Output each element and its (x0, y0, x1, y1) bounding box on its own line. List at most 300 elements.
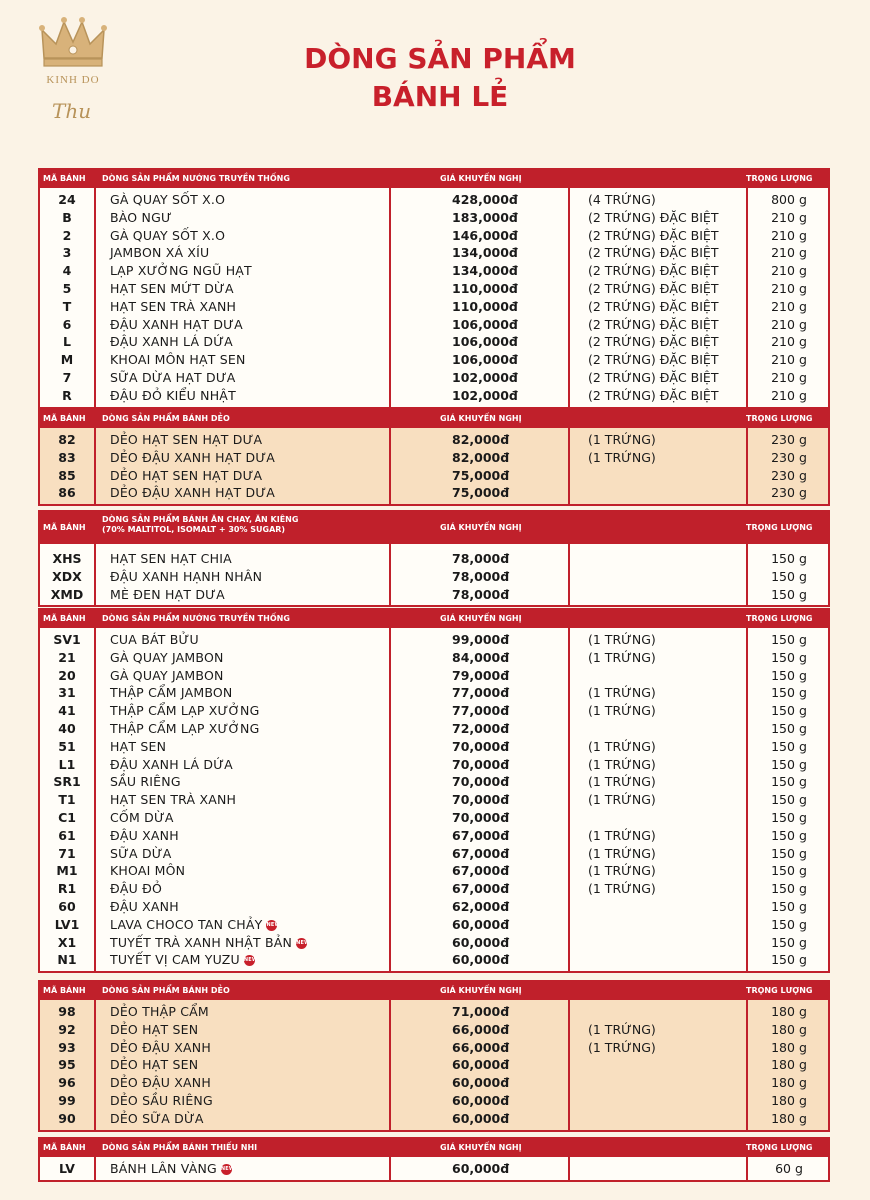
product-note: (2 TRỨNG) ĐẶC BIỆT (588, 369, 719, 385)
product-code: 86 (58, 485, 76, 501)
title-line-2: BÁNH LẺ (371, 80, 509, 113)
product-weight: 150 g (771, 649, 807, 665)
product-code: T1 (58, 792, 76, 808)
product-weight: 230 g (771, 467, 807, 483)
section-header (38, 608, 830, 628)
product-name: HẠT SEN HẠT CHIA (110, 551, 232, 566)
table-row (40, 467, 828, 485)
product-note: (2 TRỨNG) ĐẶC BIỆT (588, 352, 719, 368)
product-note: (1 TRỨNG) (588, 449, 656, 465)
product-weight: 180 g (771, 1110, 807, 1126)
product-name: HẠT SEN MỨT DỪA (110, 280, 234, 296)
product-name: LAVA CHOCO TAN CHẢY NEW (110, 916, 281, 932)
product-weight: 230 g (771, 485, 807, 501)
product-name: JAMBON XÁ XÍU (110, 245, 210, 261)
product-note: (1 TRỨNG) (588, 827, 656, 843)
brand-script: Thu (52, 99, 92, 123)
product-note: (2 TRỨNG) ĐẶC BIỆT (588, 316, 719, 332)
page-title (230, 40, 650, 116)
product-name: DẺO ĐẬU XANH (110, 1075, 211, 1091)
product-name: DẺO HẠT SEN HẠT DƯA (110, 432, 263, 447)
crown-icon (38, 14, 108, 72)
product-weight: 150 g (771, 568, 807, 584)
header-weight: TRỌNG LƯỢNG (746, 174, 813, 183)
product-name: BÁNH LÂN VÀNG NEW (110, 1161, 235, 1176)
product-name: THẬP CẨM LẠP XƯỞNG (110, 703, 260, 719)
section-header (38, 168, 830, 188)
product-price: 99,000đ (452, 632, 510, 647)
product-note: (2 TRỨNG) ĐẶC BIỆT (588, 280, 719, 296)
table-row (40, 791, 828, 809)
table-row (40, 845, 828, 863)
table-row (40, 280, 828, 298)
product-price: 106,000đ (452, 334, 518, 350)
section-body (38, 1000, 830, 1132)
product-weight: 180 g (771, 1004, 807, 1019)
product-weight: 180 g (771, 1057, 807, 1073)
section-body (38, 544, 830, 607)
brand-logo (38, 14, 108, 124)
product-section (38, 1137, 830, 1182)
product-name: LẠP XƯỞNG NGŨ HẠT (110, 263, 252, 279)
product-code: 93 (58, 1039, 76, 1055)
table-row (40, 631, 828, 649)
product-name: ĐẬU XANH (110, 898, 179, 914)
header-price: GIÁ KHUYẾN NGHỊ (440, 414, 522, 423)
header-product-line: DÒNG SẢN PHẨM BÁNH ĂN CHAY, ĂN KIÊNG (70% MALTITOL, ISOMALT + 30% SUGAR) (102, 515, 299, 534)
product-code: SR1 (53, 774, 81, 790)
product-note: (1 TRỨNG) (588, 845, 656, 861)
product-code: 31 (58, 685, 76, 701)
product-price: 428,000đ (452, 192, 518, 207)
table-row (40, 484, 828, 502)
product-weight: 210 g (771, 387, 807, 403)
product-note: (1 TRỨNG) (588, 738, 656, 754)
product-note: (2 TRỨNG) ĐẶC BIỆT (588, 298, 719, 314)
header-code: MÃ BÁNH (43, 986, 86, 995)
product-name: ĐẬU XANH LÁ DỨA (110, 756, 233, 772)
product-code: C1 (58, 809, 76, 825)
table-row (40, 1074, 828, 1092)
header-code: MÃ BÁNH (43, 614, 86, 623)
product-code: 20 (58, 667, 76, 683)
product-code: L (63, 334, 71, 350)
product-note: (1 TRỨNG) (588, 632, 656, 647)
product-code: SV1 (53, 632, 81, 647)
product-price: 60,000đ (452, 1057, 510, 1073)
product-name: HẠT SEN TRÀ XANH (110, 792, 237, 808)
product-price: 110,000đ (452, 280, 518, 296)
product-note: (2 TRỨNG) ĐẶC BIỆT (588, 334, 719, 350)
product-price: 71,000đ (452, 1004, 510, 1019)
new-badge-icon: NEW (244, 955, 255, 966)
product-weight: 150 g (771, 934, 807, 950)
table-row (40, 827, 828, 845)
header-product-line: DÒNG SẢN PHẨM NƯỚNG TRUYỀN THỐNG (102, 174, 290, 183)
product-name: MÈ ĐEN HẠT DƯA (110, 586, 225, 602)
product-section (38, 510, 830, 607)
product-price: 146,000đ (452, 227, 518, 243)
section-body (38, 188, 830, 409)
section-header (38, 1137, 830, 1157)
product-note: (1 TRỨNG) (588, 432, 656, 447)
table-row (40, 773, 828, 791)
product-code: 6 (62, 316, 72, 332)
table-row (40, 880, 828, 898)
table-row (40, 244, 828, 262)
table-row (40, 934, 828, 952)
product-name: GÀ QUAY JAMBON (110, 649, 224, 665)
product-code: LV (59, 1161, 75, 1176)
product-price: 82,000đ (452, 432, 510, 447)
product-weight: 60 g (775, 1161, 803, 1176)
product-price: 75,000đ (452, 467, 510, 483)
product-note: (1 TRỨNG) (588, 881, 656, 897)
product-code: 60 (58, 898, 76, 914)
section-header (38, 510, 830, 544)
product-name: KHOAI MÔN (110, 863, 186, 879)
product-code: 99 (58, 1092, 76, 1108)
table-row (40, 316, 828, 334)
product-price: 66,000đ (452, 1021, 510, 1037)
product-code: 2 (62, 227, 72, 243)
product-name: CỐM DỪA (110, 809, 174, 825)
product-name: CUA BÁT BỬU (110, 632, 199, 647)
product-price: 183,000đ (452, 209, 518, 225)
product-code: 5 (62, 280, 72, 296)
product-code: 3 (62, 245, 72, 261)
product-name: SẦU RIÊNG (110, 774, 181, 790)
section-header (38, 980, 830, 1000)
table-row (40, 951, 828, 969)
table-row (40, 720, 828, 738)
section-body (38, 428, 830, 506)
header-code: MÃ BÁNH (43, 414, 86, 423)
product-price: 60,000đ (452, 1075, 510, 1091)
product-code: L1 (58, 756, 76, 772)
product-code: 98 (58, 1004, 76, 1019)
header-weight: TRỌNG LƯỢNG (746, 986, 813, 995)
product-weight: 150 g (771, 845, 807, 861)
product-code: 71 (58, 845, 76, 861)
product-name: ĐẬU XANH HẠNH NHÂN (110, 568, 263, 584)
product-name: GÀ QUAY JAMBON (110, 667, 224, 683)
product-weight: 150 g (771, 586, 807, 602)
product-price: 82,000đ (452, 449, 510, 465)
table-row (40, 431, 828, 449)
product-price: 67,000đ (452, 881, 510, 897)
product-weight: 150 g (771, 881, 807, 897)
product-price: 60,000đ (452, 934, 510, 950)
product-weight: 210 g (771, 316, 807, 332)
product-price: 79,000đ (452, 667, 510, 683)
product-section (38, 408, 830, 506)
product-name: ĐẬU ĐỎ KIỂU NHẬT (110, 387, 236, 403)
table-row (40, 1039, 828, 1057)
product-weight: 180 g (771, 1039, 807, 1055)
product-code: 41 (58, 703, 76, 719)
table-row (40, 1110, 828, 1128)
product-weight: 150 g (771, 551, 807, 566)
product-code: M (60, 352, 74, 368)
product-note: (1 TRỨNG) (588, 1021, 656, 1037)
product-weight: 210 g (771, 227, 807, 243)
product-price: 67,000đ (452, 863, 510, 879)
product-price: 77,000đ (452, 703, 510, 719)
product-note: (1 TRỨNG) (588, 756, 656, 772)
product-name: TUYẾT VỊ CAM YUZU NEW (110, 952, 258, 968)
new-badge-icon: NEW (266, 920, 277, 931)
table-row (40, 209, 828, 227)
product-name: ĐẬU XANH LÁ DỨA (110, 334, 233, 350)
product-price: 77,000đ (452, 685, 510, 701)
table-row (40, 1003, 828, 1021)
table-row (40, 351, 828, 369)
product-note: (2 TRỨNG) ĐẶC BIỆT (588, 209, 719, 225)
table-row (40, 702, 828, 720)
product-price: 106,000đ (452, 352, 518, 368)
header-product-line: DÒNG SẢN PHẨM BÁNH DẺO (102, 986, 230, 995)
new-badge-icon: NEW (296, 938, 307, 949)
product-section (38, 608, 830, 973)
product-code: N1 (57, 952, 77, 968)
table-row (40, 649, 828, 667)
table-row (40, 1056, 828, 1074)
product-code: 96 (58, 1075, 76, 1091)
product-note: (2 TRỨNG) ĐẶC BIỆT (588, 245, 719, 261)
product-name: ĐẬU XANH (110, 827, 179, 843)
product-price: 70,000đ (452, 756, 510, 772)
header-subtitle: (70% MALTITOL, ISOMALT + 30% SUGAR) (102, 525, 286, 534)
table-row (40, 809, 828, 827)
product-price: 106,000đ (452, 316, 518, 332)
header-weight: TRỌNG LƯỢNG (746, 1143, 813, 1152)
product-section (38, 168, 830, 409)
header-price: GIÁ KHUYẾN NGHỊ (440, 614, 522, 623)
product-code: LV1 (54, 916, 80, 932)
product-price: 84,000đ (452, 649, 510, 665)
product-price: 72,000đ (452, 720, 510, 736)
product-note: (1 TRỨNG) (588, 685, 656, 701)
product-price: 70,000đ (452, 738, 510, 754)
product-name: DẺO THẬP CẨM (110, 1004, 209, 1019)
product-price: 66,000đ (452, 1039, 510, 1055)
product-name: ĐẬU ĐỎ (110, 881, 163, 897)
product-weight: 210 g (771, 334, 807, 350)
product-price: 110,000đ (452, 298, 518, 314)
product-code: 92 (58, 1021, 76, 1037)
table-row (40, 1160, 828, 1178)
section-body (38, 1157, 830, 1182)
header-weight: TRỌNG LƯỢNG (746, 523, 813, 532)
product-code: 95 (58, 1057, 76, 1073)
table-row (40, 298, 828, 316)
product-name: DẺO SẦU RIÊNG (110, 1092, 213, 1108)
product-note: (4 TRỨNG) (588, 192, 656, 207)
product-note: (1 TRỨNG) (588, 1039, 656, 1055)
product-weight: 150 g (771, 827, 807, 843)
product-name: HẠT SEN (110, 738, 167, 754)
product-code: XHS (52, 551, 82, 566)
product-code: 82 (58, 432, 76, 447)
header-product-line: DÒNG SẢN PHẨM BÁNH DẺO (102, 414, 230, 423)
product-note: (1 TRỨNG) (588, 863, 656, 879)
product-weight: 210 g (771, 369, 807, 385)
product-price: 78,000đ (452, 568, 510, 584)
product-weight: 150 g (771, 809, 807, 825)
product-price: 70,000đ (452, 792, 510, 808)
product-name: DẺO HẠT SEN (110, 1021, 199, 1037)
product-code: R (62, 387, 72, 403)
product-name: HẠT SEN TRÀ XANH (110, 298, 237, 314)
product-name: DẺO SỮA DỪA (110, 1110, 204, 1126)
product-price: 67,000đ (452, 827, 510, 843)
product-weight: 230 g (771, 432, 807, 447)
product-code: 24 (58, 192, 76, 207)
header-weight: TRỌNG LƯỢNG (746, 614, 813, 623)
product-weight: 150 g (771, 756, 807, 772)
title-line-1: DÒNG SẢN PHẨM (304, 42, 576, 75)
product-code: XMD (50, 586, 84, 602)
table-row (40, 568, 828, 586)
product-name: GÀ QUAY SỐT X.O (110, 227, 226, 243)
product-price: 60,000đ (452, 1110, 510, 1126)
product-price: 60,000đ (452, 1092, 510, 1108)
product-price: 60,000đ (452, 1161, 510, 1176)
product-name: BÀO NGƯ (110, 209, 172, 225)
product-name: DẺO ĐẬU XANH HẠT DƯA (110, 449, 275, 465)
table-row (40, 916, 828, 934)
product-code: 4 (62, 263, 72, 279)
header-price: GIÁ KHUYẾN NGHỊ (440, 174, 522, 183)
header-code: MÃ BÁNH (43, 1143, 86, 1152)
header-product-line: DÒNG SẢN PHẨM NƯỚNG TRUYỀN THỐNG (102, 614, 290, 623)
product-code: 7 (62, 369, 72, 385)
header-code: MÃ BÁNH (43, 523, 86, 532)
table-row (40, 738, 828, 756)
table-row (40, 1021, 828, 1039)
product-price: 78,000đ (452, 551, 510, 566)
product-price: 78,000đ (452, 586, 510, 602)
product-code: 85 (58, 467, 76, 483)
product-code: XDX (52, 568, 82, 584)
product-weight: 210 g (771, 352, 807, 368)
product-code: 83 (58, 449, 76, 465)
table-row (40, 191, 828, 209)
table-row (40, 333, 828, 351)
product-weight: 150 g (771, 685, 807, 701)
product-weight: 230 g (771, 449, 807, 465)
header-price: GIÁ KHUYẾN NGHỊ (440, 523, 522, 532)
product-weight: 180 g (771, 1021, 807, 1037)
product-code: R1 (57, 881, 77, 897)
product-weight: 150 g (771, 738, 807, 754)
product-code: 61 (58, 827, 76, 843)
header-price: GIÁ KHUYẾN NGHỊ (440, 1143, 522, 1152)
product-name: DẺO ĐẬU XANH HẠT DƯA (110, 485, 275, 501)
product-price: 60,000đ (452, 916, 510, 932)
product-weight: 150 g (771, 863, 807, 879)
header-price: GIÁ KHUYẾN NGHỊ (440, 986, 522, 995)
product-price: 70,000đ (452, 774, 510, 790)
table-row (40, 369, 828, 387)
product-note: (1 TRỨNG) (588, 649, 656, 665)
product-weight: 210 g (771, 209, 807, 225)
product-code: M1 (56, 863, 78, 879)
product-weight: 150 g (771, 667, 807, 683)
product-name: TUYẾT TRÀ XANH NHẬT BẢN NEW (110, 934, 310, 950)
product-weight: 150 g (771, 898, 807, 914)
product-price: 134,000đ (452, 245, 518, 261)
product-name: ĐẬU XANH HẠT DƯA (110, 316, 243, 332)
section-body (38, 628, 830, 973)
product-name: DẺO HẠT SEN HẠT DƯA (110, 467, 263, 483)
product-weight: 150 g (771, 703, 807, 719)
product-name: GÀ QUAY SỐT X.O (110, 192, 226, 207)
product-weight: 150 g (771, 952, 807, 968)
product-code: B (62, 209, 72, 225)
product-weight: 210 g (771, 263, 807, 279)
product-code: T (62, 298, 72, 314)
product-code: 21 (58, 649, 76, 665)
product-weight: 150 g (771, 774, 807, 790)
product-section (38, 980, 830, 1132)
product-name: KHOAI MÔN HẠT SEN (110, 352, 246, 368)
product-weight: 210 g (771, 245, 807, 261)
table-row (40, 898, 828, 916)
product-weight: 150 g (771, 792, 807, 808)
product-name: DẺO HẠT SEN (110, 1057, 199, 1073)
section-header (38, 408, 830, 428)
product-note: (2 TRỨNG) ĐẶC BIỆT (588, 387, 719, 403)
header-weight: TRỌNG LƯỢNG (746, 414, 813, 423)
product-weight: 210 g (771, 298, 807, 314)
product-price: 60,000đ (452, 952, 510, 968)
product-weight: 150 g (771, 632, 807, 647)
product-name: THẬP CẨM LẠP XƯỞNG (110, 720, 260, 736)
table-row (40, 667, 828, 685)
table-row (40, 550, 828, 568)
product-note: (2 TRỨNG) ĐẶC BIỆT (588, 263, 719, 279)
product-note: (2 TRỨNG) ĐẶC BIỆT (588, 227, 719, 243)
product-weight: 800 g (771, 192, 807, 207)
product-price: 75,000đ (452, 485, 510, 501)
table-row (40, 227, 828, 245)
product-weight: 180 g (771, 1092, 807, 1108)
new-badge-icon: NEW (221, 1164, 232, 1175)
header-code: MÃ BÁNH (43, 174, 86, 183)
table-row (40, 862, 828, 880)
product-weight: 150 g (771, 720, 807, 736)
product-weight: 210 g (771, 280, 807, 296)
product-price: 70,000đ (452, 809, 510, 825)
table-row (40, 262, 828, 280)
product-note: (1 TRỨNG) (588, 774, 656, 790)
product-code: 90 (58, 1110, 76, 1126)
product-code: 40 (58, 720, 76, 736)
table-row (40, 1092, 828, 1110)
table-row (40, 387, 828, 405)
table-row (40, 449, 828, 467)
product-price: 102,000đ (452, 369, 518, 385)
product-name: SỮA DỪA (110, 845, 172, 861)
product-name: DẺO ĐẬU XANH (110, 1039, 211, 1055)
header-product-line: DÒNG SẢN PHẨM BÁNH THIẾU NHI (102, 1143, 258, 1152)
product-code: X1 (57, 934, 77, 950)
product-price: 67,000đ (452, 845, 510, 861)
product-note: (1 TRỨNG) (588, 792, 656, 808)
product-weight: 150 g (771, 916, 807, 932)
